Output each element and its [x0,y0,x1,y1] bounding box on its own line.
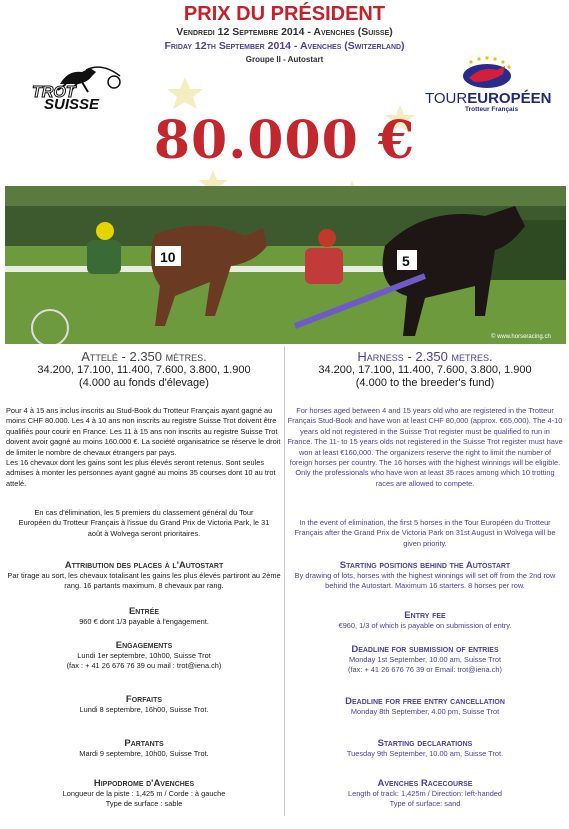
french-engagements-title: Engagements [115,640,173,651]
prize-amount: 80.000 € [153,110,416,171]
french-entry-text: 960 € dont 1/3 payable à l'engagement. [79,617,209,626]
french-engagements-contact: (fax : + 41 26 676 76 39 ou mail : trot@iena.ch) [66,661,222,671]
english-prize-breakdown: 34.200, 17.100, 11.400, 7.600, 3.800, 1.900 [318,364,532,376]
trotteur-francais-tagline: Trotteur Français [465,106,519,113]
english-entries-deadline-title: Deadline for submission of entries [351,644,499,655]
english-cancellation-text: Monday 8th September, 4.00 pm, Suisse Trot [350,707,500,716]
english-entry-title: Entry fee [404,610,446,621]
french-conditions-paragraph: Pour 4 à 15 ans inclus inscrits au Stud-Book du Trotteur Français ayant gagné au moins CHF 80.000. Les 4 à 10 ans non inscrits au registre Suisse Trot doivent être qualifiés pour courir en France. Les 11 à 15 ans non inscrits au registre Suisse Trot doivent avoir gagné au moins 160.000 €. La société organisatrice se réserve le droit de limiter le nombre de chevaux étrangers par pays. [6,406,281,457]
english-autostart-title: Starting positions behind the Autostart [339,560,511,571]
french-heading: Attelé - 2.350 mètres. [81,349,207,364]
english-column [287,348,563,818]
french-elimination-paragraph: En cas d'élimination, les 5 premiers du classement général du Tour Européen du Trotteur Français à l'issue du Grand Prix de Victoria Park, le 31 août à Wolvega seront prioritaires. [18,508,270,538]
english-entries-deadline-text: Monday 1st September, 10.00 am, Suisse Trot [349,655,501,664]
french-entry-title: Entrée [128,606,160,617]
english-autostart-text: By drawing of lots, horses with the highest winnings will set off from the 2nd row behind the Autostart. Maximum 16 starters. 8 horses per row. [294,571,556,591]
french-fund-note: (4.000 au fonds d'élevage) [79,377,209,389]
bib-number-right: 5 [402,253,410,269]
french-forfaits-text: Lundi 8 septembre, 16h00, Suisse Trot. [79,705,209,714]
english-declarations-text: Tuesday 9th September, 10.00 am, Suisse Trot. [346,749,504,758]
french-partants-title: Partants [124,738,164,749]
english-racecourse-title: Avenches Racecourse [377,778,473,789]
english-racecourse-text: Length of track: 1,425m / Direction: left-handed [347,789,503,798]
english-cancellation-title: Deadline for free entry cancellation [345,696,505,707]
column-divider [284,346,285,816]
english-heading: Harness - 2.350 metres. [357,349,493,364]
photo-credit: © www.horseracing.ch [491,334,551,340]
french-racecourse-surface: Type de surface : sable [105,799,183,809]
star-icon [167,77,203,109]
bib-number-left: 10 [160,249,176,265]
subtitle-english: Friday 12th September 2014 - Avenches (Switzerland) [164,40,405,52]
english-fund-note: (4.000 to the breeder's fund) [355,377,495,389]
english-entry-text: €960, 1/3 of which is payable on submission of entry. [338,621,512,630]
trot-suisse-line2: SUISSE [44,96,100,113]
english-elimination-paragraph: In the event of elimination, the first 5 horses in the Tour Européen du Trotteur Français after the Grand Prix de Victoria Park on 31st August in Wolvega will be given priority. [294,518,556,548]
english-conditions-paragraph: For horses aged between 4 and 15 years old who are registered in the Trotteur Français Stud-Book and have won at least CHF 80,000 (approx. €65,000). The 4-10 years old not registered in the Suisse Trot register must be qualified to run in France. The 11- to 15 years olds not registered in the Suisse Trot register must have won at least €160,000. The organizers reserve the right to limit the number of foreign horses per country. The 16 horses with the highest winnings will be eligible. Only the professionals who have won at least 35 races among which 10 trotting races are allowed to compete. [287,406,563,488]
french-prize-breakdown: 34.200, 17.100, 11.400, 7.600, 3.800, 1.900 [37,364,251,376]
trot-suisse-line1: TROT [32,84,76,101]
europeen-word: EUROPÉEN [467,90,552,107]
english-racecourse-surface: Type of surface: sand [389,799,461,809]
french-racecourse-title: Hippodrome d'Avenches [93,778,195,789]
english-declarations-title: Starting declarations [377,738,473,749]
french-racecourse-text: Longueur de la piste : 1,425 m / Corde : à gauche [62,789,226,798]
race-group: Groupe II - Autostart [245,55,324,64]
french-selection-paragraph: Les 16 chevaux dont les gains sont les plus élevés seront retenus. Sont seules admises à monter les personnes ayant gagné au moins 35 courses dont 10 au trot attelé. [6,458,276,488]
french-forfaits-title: Forfaits [125,694,163,705]
subtitle-french: Vendredi 12 Septembre 2014 - Avenches (Suisse) [176,26,393,38]
english-entries-contact: (fax: + 41 26 676 76 39 or Email: trot@iena.ch) [348,665,502,675]
french-autostart-title: Attribution des places à l'Autostart [64,560,224,571]
french-autostart-text: Par tirage au sort, les chevaux totalisant les gains les plus élevés partiront au 2ème rang. 16 partants maximum. 8 chevaux par rang. [7,571,281,591]
french-partants-text: Mardi 9 septembre, 10h00, Suisse Trot. [79,749,209,758]
tour-word: TOUR [425,90,468,107]
french-column [6,348,282,818]
page-title: PRIX DU PRÉSIDENT [183,3,386,25]
race-photo [5,186,566,344]
french-engagements-text: Lundi 1er septembre, 10h00, Suisse Trot [77,651,211,660]
